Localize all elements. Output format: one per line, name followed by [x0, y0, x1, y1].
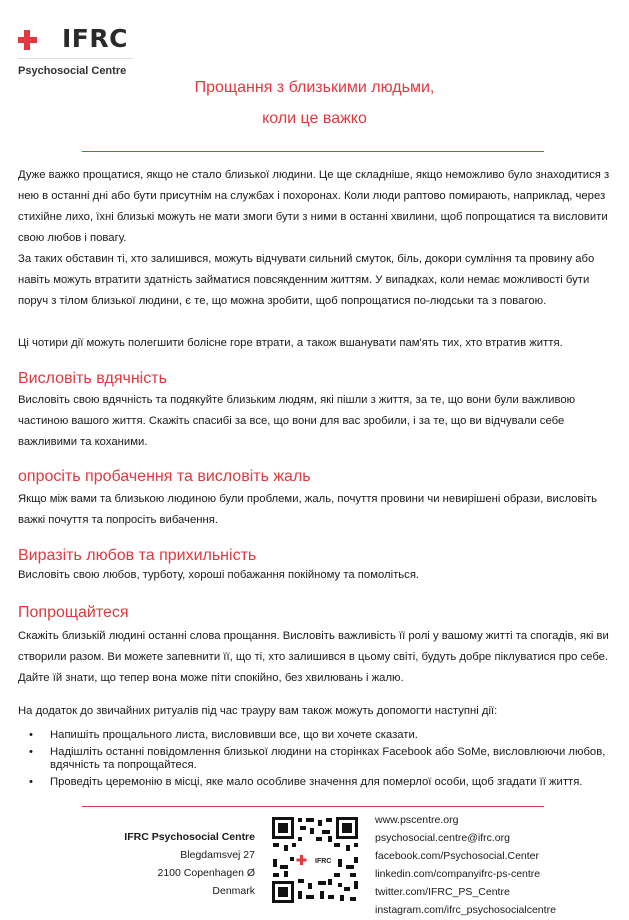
intro-paragraph-1: Дуже важко прощатися, якщо не стало близької людини. Це ще складніше, якщо неможливо було знаходитися з нею в останні дні або бути присутнім на службах і похоронах. Коли люди раптово помирають, наприклад, через стихійне лихо, їхні близькі можуть не мати змоги бути з ними в останні хвилини, щоб попрощатися та висловити свою любов і повагу. [18, 169, 610, 244]
page-title-line-2: коли це важко [262, 110, 367, 127]
section-heading-forgiveness: опросіть пробачення та висловіть жаль [18, 468, 311, 485]
section-text-gratitude: Висловіть свою вдячність та подякуйте близьким людям, які пішли з життя, за те, що вони були важливою частиною вашого життя. Скажіть спасибі за все, що вони для вас зробили, і за те, що ви відчували себе важливими та коханими. [18, 394, 576, 448]
footer-address [124, 828, 255, 900]
footer-divider [82, 806, 544, 807]
list-item: • Проведіть церемонію в місці, яке мало особливе значення для померлої особи, щоб згадати її життя. [18, 776, 616, 789]
section-heading-farewell: Попрощайтеся [18, 604, 129, 621]
intro-paragraph-3: Ці чотири дії можуть полегшити болісне горе втрати, а також вшанувати пам'ять тих, хто втратив життя. [18, 337, 563, 349]
svg-text:IFRC: IFRC [315, 858, 332, 865]
rituals-list [18, 729, 616, 793]
footer-org-name: IFRC Psychosocial Centre [124, 831, 255, 843]
footer-link-twitter[interactable]: twitter.com/IFRC_PS_Centre [375, 886, 510, 898]
list-item: • Надішліть останні повідомлення близької людини на сторінках Facebook або SoMe, висловлюючи любов, вдячність та попрощайтеся. [18, 746, 616, 772]
section-text-farewell: Скажіть близькій людині останні слова прощання. Висловіть важливість її ролі у вашому житті та спогадів, які ви створили разом. Ви можете запевнити її, що ті, хто залишився в цьому світі, будуть добре піклуватися про себе. Дайте їй знати, що тепер вона може піти спокійно, без хвилювань і жалю. [18, 630, 609, 684]
footer-link-linkedin[interactable]: linkedin.com/companyifrc-ps-centre [375, 868, 541, 880]
section-text-love: Висловіть свою любов, турботу, хороші побажання покійному та помоліться. [18, 569, 420, 581]
logo-text: IFRC [62, 24, 128, 53]
section-text-forgiveness: Якщо між вами та близькою людиною були проблеми, жаль, почуття провини чи невирішені образи, висловіть важкі почуття та попросіть вибачення. [18, 493, 598, 526]
section-heading-gratitude: Висловіть вдячність [18, 370, 167, 387]
qr-code-icon[interactable] [270, 815, 360, 905]
page-title-line-1: Прощання з близькими людьми, [194, 79, 435, 96]
footer-city: 2100 Copenhagen Ø [157, 867, 255, 879]
footer-link-email[interactable]: psychosocial.centre@ifrc.org [375, 832, 510, 844]
footer-link-website[interactable]: www.pscentre.org [375, 814, 459, 826]
footer-link-facebook[interactable]: facebook.com/Psychosocial.Center [375, 850, 539, 862]
red-cross-crescent-icon [18, 26, 58, 54]
logo-divider [18, 58, 133, 59]
intro-paragraph-2: За таких обставин ті, хто залишився, можуть відчувати сильний смуток, біль, докори сумління та провину або навіть можуть втратити здатність займатися повсякденним життям. У випадках, коли немає можливості бути поруч з тілом близької людини, є те, що можна зробити, щоб попрощатися по-людськи та з повагою. [18, 253, 595, 307]
logo-subtitle: Psychosocial Centre [18, 65, 127, 77]
rituals-intro: На додаток до звичайних ритуалів під час трауру вам також можуть допомогти наступні дії: [18, 705, 498, 717]
footer-link-instagram[interactable]: instagram.com/ifrc_psychosocialcentre [375, 904, 556, 916]
section-heading-love: Виразіть любов та прихильність [18, 547, 257, 564]
title-divider [82, 151, 544, 152]
list-item: • Напишіть прощального листа, висловивши все, що ви хочете сказати. [18, 729, 616, 742]
footer-links [375, 811, 556, 919]
footer-street: Blegdamsvej 27 [180, 849, 255, 861]
footer-country: Denmark [212, 885, 255, 897]
